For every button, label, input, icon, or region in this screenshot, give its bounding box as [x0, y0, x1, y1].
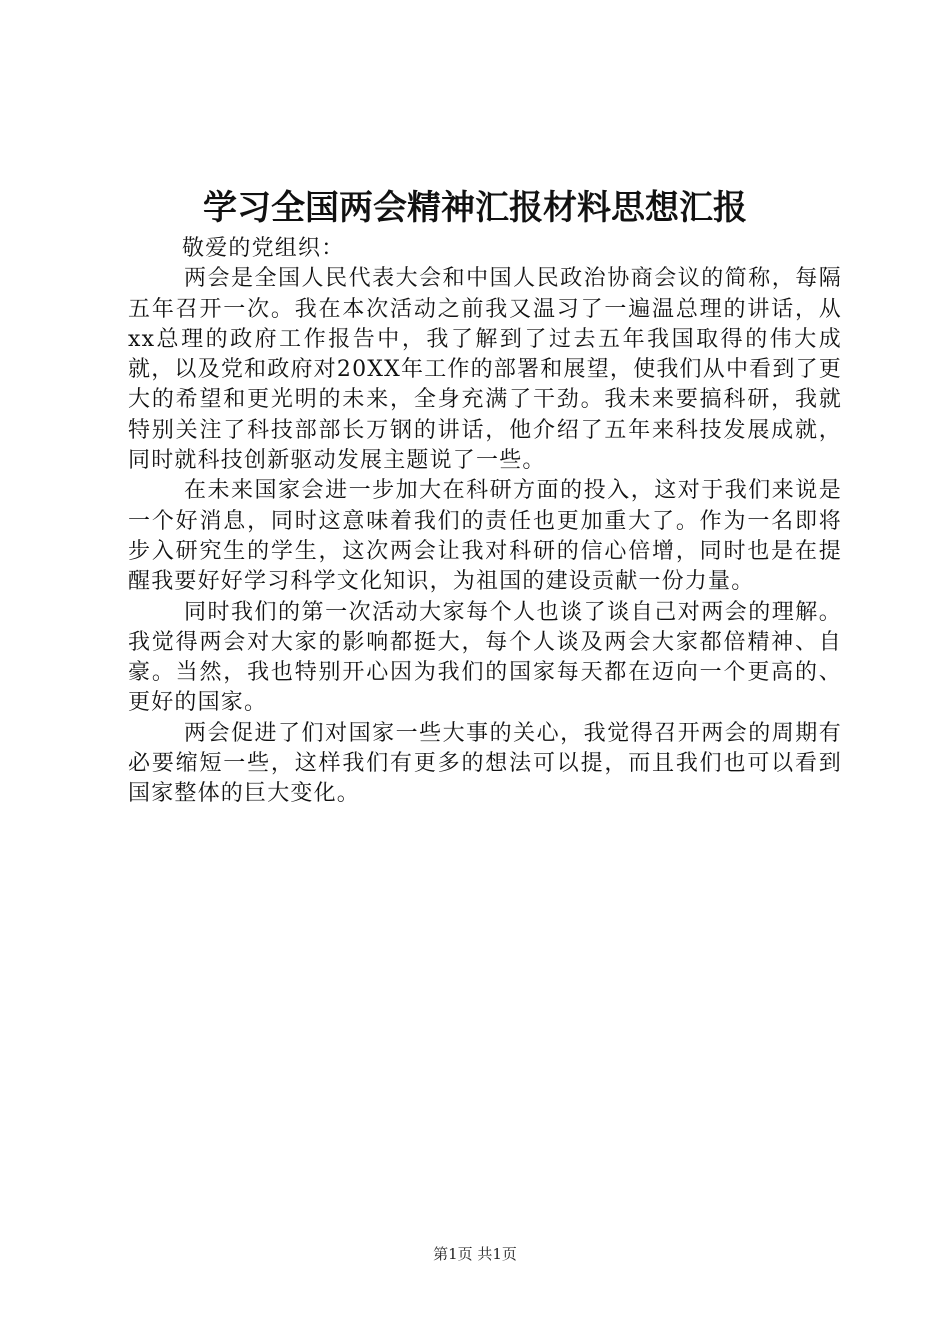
paragraph-2: 在未来国家会进一步加大在科研方面的投入，这对于我们来说是一个好消息，同时这意味着我们的责任也更加重大了。作为一名即将步入研究生的学生，这次两会让我对科研的信心倍增，同时也是在提醒我要好好学习科学文化知识，为祖国的建设贡献一份力量。: [128, 478, 842, 595]
salutation: 敬爱的党组织：: [182, 236, 345, 261]
paragraph-4: 两会促进了们对国家一些大事的关心，我觉得召开两会的周期有必要缩短一些，这样我们有更多的想法可以提，而且我们也可以看到国家整体的巨大变化。: [128, 720, 842, 807]
page-number-footer: 第1页 共1页: [433, 1245, 517, 1263]
paragraph-3: 同时我们的第一次活动大家每个人也谈了谈自己对两会的理解。我觉得两会对大家的影响都挺大，每个人谈及两会大家都倍精神、自豪。当然，我也特别开心因为我们的国家每天都在迈向一个更高的、更好的国家。: [128, 599, 842, 716]
paragraph-1: 两会是全国人民代表大会和中国人民政治协商会议的简称，每隔五年召开一次。我在本次活动之前我又温习了一遍温总理的讲话，从xx总理的政府工作报告中，我了解到了过去五年我国取得的伟大成就，以及党和政府对20XX年工作的部署和展望，使我们从中看到了更大的希望和更光明的未来，全身充满了干劲。我未来要搞科研，我就特别关注了科技部部长万钢的讲话，他介绍了五年来科技发展成就，同时就科技创新驱动发展主题说了一些。: [128, 266, 842, 474]
document-body: [128, 234, 842, 810]
document-title: 学习全国两会精神汇报材料思想汇报: [203, 188, 747, 228]
